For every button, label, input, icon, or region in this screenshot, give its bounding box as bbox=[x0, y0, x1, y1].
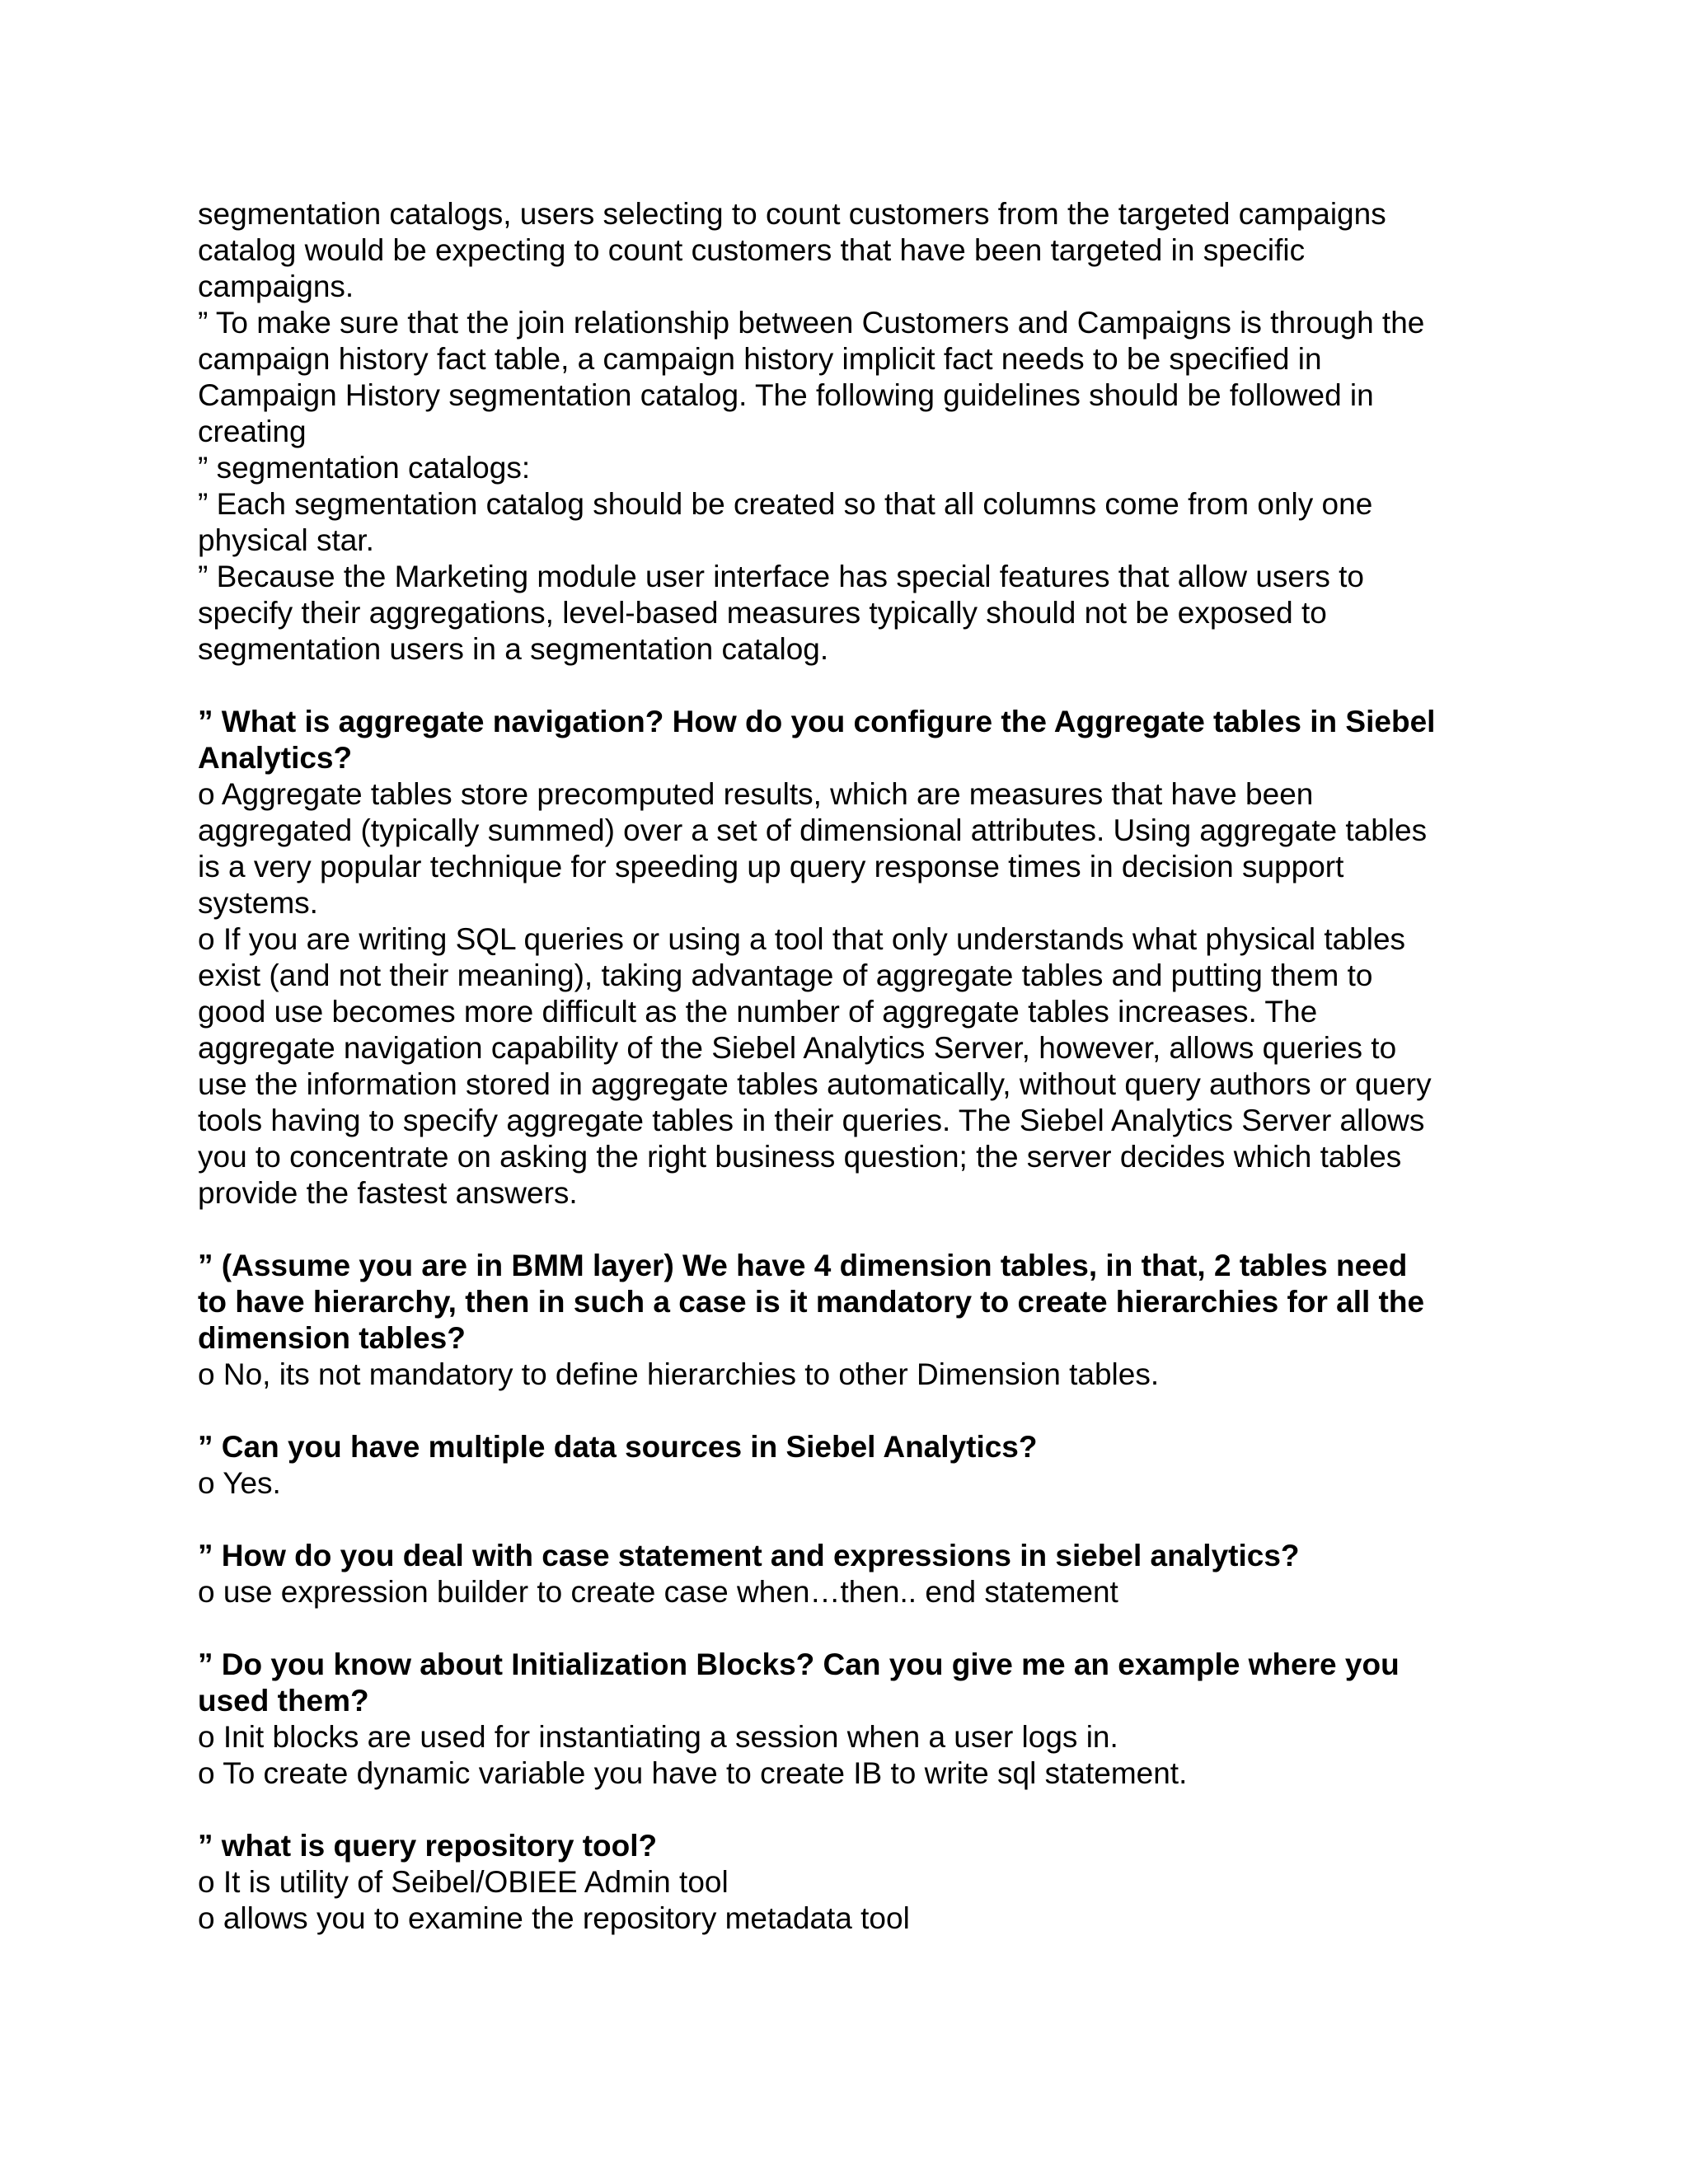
answer-line: o Init blocks are used for instantiating a session when a user logs in. bbox=[198, 1720, 1118, 1754]
answer-line: is a very popular technique for speeding up query response times in decision support bbox=[198, 850, 1344, 883]
qa-block-initialization-blocks bbox=[198, 1647, 1517, 1792]
paragraph-spacer bbox=[198, 1502, 1517, 1538]
answer-line: o To create dynamic variable you have to create IB to write sql statement. bbox=[198, 1756, 1188, 1790]
question-line: used them? bbox=[198, 1684, 369, 1718]
text-line: segmentation catalogs, users selecting to count customers from the targeted campaigns bbox=[198, 197, 1386, 231]
text-line: ” Each segmentation catalog should be created so that all columns come from only one bbox=[198, 487, 1373, 521]
question-line: ” How do you deal with case statement and expressions in siebel analytics? bbox=[198, 1539, 1300, 1572]
answer-line: aggregated (typically summed) over a set of dimensional attributes. Using aggregate tables bbox=[198, 813, 1428, 847]
answer-line: o use expression builder to create case when…then.. end statement bbox=[198, 1575, 1118, 1609]
answer-line: o Aggregate tables store precomputed results, which are measures that have been bbox=[198, 777, 1314, 811]
question-line: ” Do you know about Initialization Blocks? Can you give me an example where you bbox=[198, 1647, 1400, 1681]
question-line: dimension tables? bbox=[198, 1321, 466, 1355]
qa-block-data-sources bbox=[198, 1429, 1517, 1502]
question-line: ” what is query repository tool? bbox=[198, 1829, 658, 1863]
text-line: catalog would be expecting to count customers that have been targeted in specific bbox=[198, 233, 1306, 267]
answer-line: good use becomes more difficult as the number of aggregate tables increases. The bbox=[198, 995, 1318, 1029]
answer-line: o If you are writing SQL queries or using a tool that only understands what physical tables bbox=[198, 922, 1406, 956]
intro-paragraph bbox=[198, 196, 1517, 668]
qa-block-query-repository-tool bbox=[198, 1828, 1517, 1937]
question-line: to have hierarchy, then in such a case is it mandatory to create hierarchies for all the bbox=[198, 1285, 1425, 1319]
paragraph-spacer bbox=[198, 668, 1517, 704]
paragraph-spacer bbox=[198, 1393, 1517, 1429]
answer-line: o No, its not mandatory to define hierarchies to other Dimension tables. bbox=[198, 1357, 1160, 1391]
question-line: Analytics? bbox=[198, 741, 353, 775]
text-line: campaign history fact table, a campaign history implicit fact needs to be specified in bbox=[198, 342, 1322, 376]
answer-line: use the information stored in aggregate tables automatically, without query authors or query bbox=[198, 1067, 1432, 1101]
answer-line: exist (and not their meaning), taking advantage of aggregate tables and putting them to bbox=[198, 958, 1373, 992]
answer-line: aggregate navigation capability of the Siebel Analytics Server, however, allows queries to bbox=[198, 1031, 1397, 1065]
answer-line: you to concentrate on asking the right business question; the server decides which tables bbox=[198, 1140, 1402, 1174]
question-line: ” Can you have multiple data sources in Siebel Analytics? bbox=[198, 1430, 1038, 1464]
text-line: specify their aggregations, level-based measures typically should not be exposed to bbox=[198, 596, 1327, 630]
text-line: ” To make sure that the join relationship between Customers and Campaigns is through the bbox=[198, 306, 1425, 340]
text-line: physical star. bbox=[198, 523, 374, 557]
qa-block-case-statement bbox=[198, 1538, 1517, 1610]
text-line: campaigns. bbox=[198, 269, 354, 303]
question-line: ” What is aggregate navigation? How do you configure the Aggregate tables in Siebel bbox=[198, 705, 1436, 738]
question-line: ” (Assume you are in BMM layer) We have 4 dimension tables, in that, 2 tables need bbox=[198, 1249, 1408, 1282]
paragraph-spacer bbox=[198, 1610, 1517, 1647]
paragraph-spacer bbox=[198, 1212, 1517, 1248]
document-page bbox=[198, 196, 1517, 1937]
text-line: segmentation users in a segmentation catalog. bbox=[198, 632, 829, 666]
answer-line: o allows you to examine the repository metadata tool bbox=[198, 1901, 910, 1935]
answer-line: o It is utility of Seibel/OBIEE Admin tool bbox=[198, 1865, 729, 1899]
text-line: ” Because the Marketing module user interface has special features that allow users to bbox=[198, 560, 1364, 593]
text-line: Campaign History segmentation catalog. The following guidelines should be followed in bbox=[198, 378, 1374, 412]
answer-line: systems. bbox=[198, 886, 318, 920]
qa-block-hierarchies bbox=[198, 1248, 1517, 1393]
answer-line: tools having to specify aggregate tables in their queries. The Siebel Analytics Server allows bbox=[198, 1104, 1425, 1137]
qa-block-aggregate-navigation bbox=[198, 704, 1517, 1212]
answer-line: o Yes. bbox=[198, 1466, 281, 1500]
answer-line: provide the fastest answers. bbox=[198, 1176, 578, 1210]
text-line: creating bbox=[198, 415, 307, 448]
text-line: ” segmentation catalogs: bbox=[198, 451, 531, 485]
paragraph-spacer bbox=[198, 1792, 1517, 1828]
